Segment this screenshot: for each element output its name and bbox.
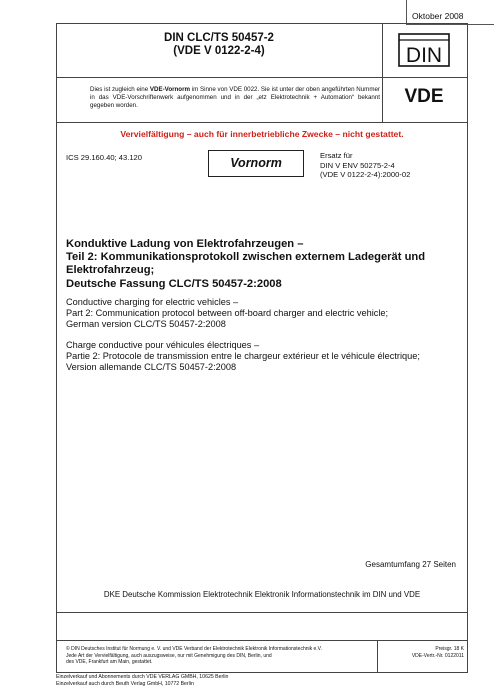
title-german-line: Elektrofahrzeug;: [66, 264, 155, 277]
footer-divider: [56, 640, 468, 641]
publication-date: Oktober 2008: [406, 0, 494, 25]
title-english-line: Conductive charging for electric vehicles –: [66, 297, 239, 307]
copyright-line: © DIN Deutsches Institut für Normung e. V. und VDE Verband der Elektrotechnik Elektronik Informationstechnik e.V.: [66, 646, 322, 652]
vde-notice: [90, 86, 380, 110]
title-german-line: Teil 2: Kommunikationsprotokoll zwischen externem Ladegerät und: [66, 251, 426, 264]
svg-text:DIN: DIN: [405, 44, 443, 67]
title-french-line: Partie 2: Protocole de transmission entre le chargeur extérieur et le véhicule électrique;: [66, 351, 420, 361]
copyright-line: des VDE, Frankfurt am Main, gestattet.: [66, 659, 153, 666]
ics-code: ICS 29.160.40; 43.120: [66, 153, 142, 162]
standard-number: DIN CLC/TS 50457-2: [164, 32, 274, 44]
title-english: [66, 297, 456, 330]
reproduction-warning: Vervielfältigung – auch für innerbetriebliche Zwecke – nicht gestattet.: [120, 129, 404, 139]
title-german-line: Deutsche Fassung CLC/TS 50457-2:2008: [66, 277, 282, 290]
footer-column-divider: [377, 640, 378, 673]
vde-number: (VDE V 0122-2-4): [173, 45, 265, 57]
notice-bold: VDE-Vornorm: [149, 86, 190, 93]
title-french-line: Version allemande CLC/TS 50457-2:2008: [66, 362, 237, 372]
replacement-label: Ersatz für: [320, 151, 353, 160]
title-french: [66, 340, 461, 373]
vde-logo: [389, 85, 459, 105]
standard-title-block: [56, 32, 382, 58]
total-pages: Gesamtumfang 27 Seiten: [365, 560, 456, 569]
replacement-vde: (VDE V 0122-2-4):2000-02: [320, 170, 411, 179]
title-english-line: Part 2: Communication protocol between off-board charger and electric vehicle;: [66, 308, 389, 318]
price-info: [380, 646, 464, 659]
dke-divider: [56, 612, 468, 613]
din-logo-icon: [398, 33, 450, 67]
title-german-line: Konduktive Ladung von Elektrofahrzeugen –: [66, 238, 304, 250]
header-divider: [56, 77, 468, 78]
dke-line: DKE Deutsche Kommission Elektrotechnik Elektronik Informationstechnik im DIN und VDE: [103, 590, 421, 599]
vde-logo-icon: [389, 85, 459, 105]
document-type-box: Vornorm: [208, 150, 304, 177]
title-german: [66, 238, 456, 291]
price-group: Preisgr. 18 K: [435, 646, 464, 652]
replacement-standard: DIN V ENV 50275-2-4: [320, 160, 395, 170]
replacement-info: [320, 151, 410, 180]
notice-suffix: im Sinne von VDE 0022. Sie ist unter der oben angeführten Nummer in das VDE-Vorschriftenwerk aufgenommen und in der „etz Elektrotechnik + Automation“ bekannt gegeben worden.: [90, 86, 380, 109]
sales-line: Einzelverkauf auch durch Beuth Verlag GmbH, 10772 Berlin: [56, 681, 194, 688]
order-number: VDE-Vertr.-Nr. 0122011: [411, 652, 464, 659]
notice-prefix: Dies ist zugleich eine: [90, 86, 150, 93]
title-english-line: German version CLC/TS 50457-2:2008: [66, 319, 226, 329]
copyright-notice: [66, 646, 376, 666]
logo-column-divider: [382, 23, 383, 122]
copyright-line: Jede Art der Vervielfältigung, auch auszugsweise, nur mit Genehmigung des DIN, Berlin, und: [66, 652, 272, 659]
din-logo: [398, 33, 450, 67]
svg-text:VDE: VDE: [404, 86, 444, 105]
sales-info: [56, 674, 386, 688]
title-french-line: Charge conductive pour véhicules électriques –: [66, 340, 260, 350]
sales-line: Einzelverkauf und Abonnements durch VDE VERLAG GMBH, 10625 Berlin: [56, 674, 229, 680]
notice-divider: [56, 122, 468, 123]
